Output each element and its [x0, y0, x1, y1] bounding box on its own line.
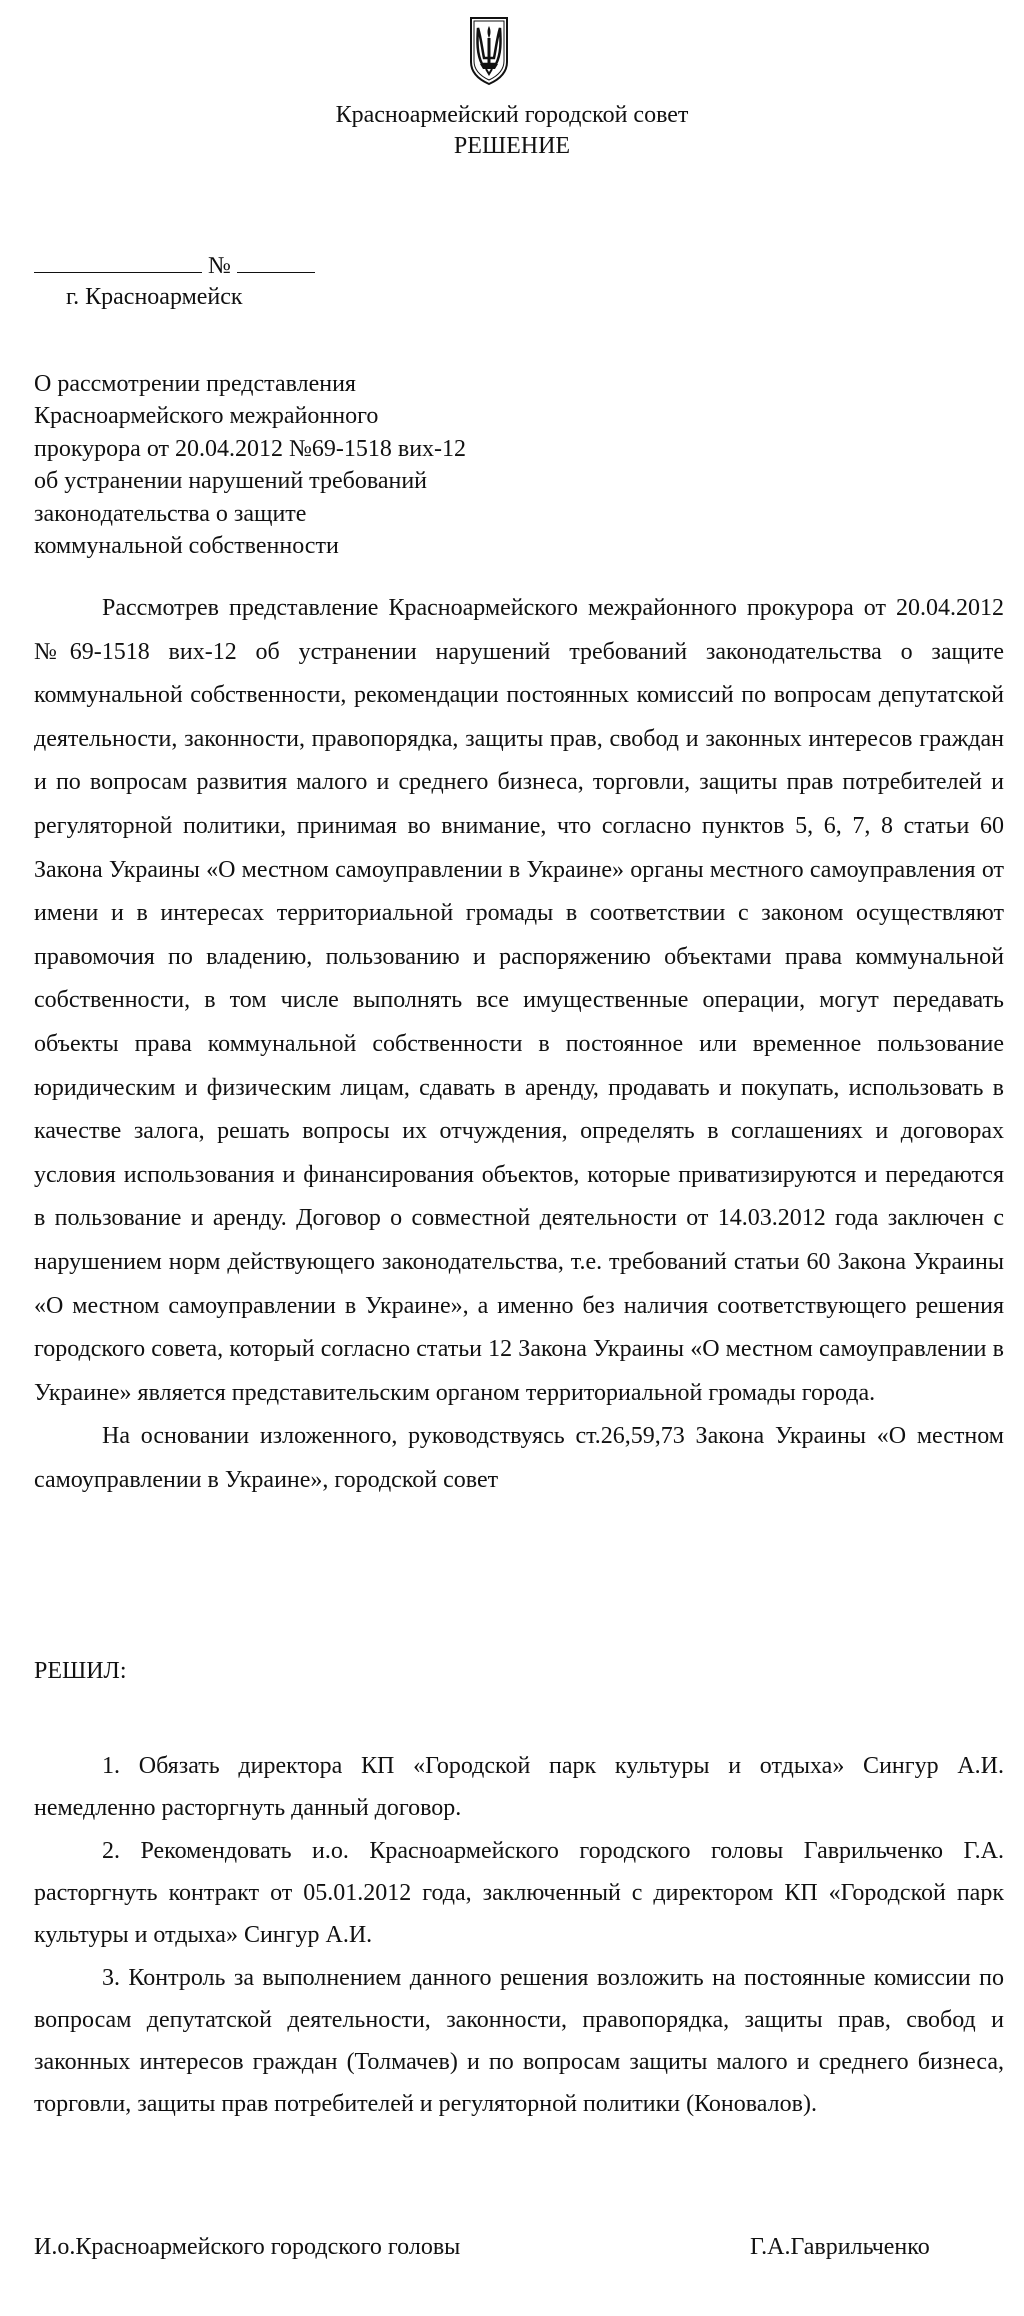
document-type: РЕШЕНИЕ	[453, 133, 571, 159]
decision-item: 1. Обязать директора КП «Городской парк культуры и отдыха» Сингур А.И. немедленно расторгнуть данный договор.	[34, 1753, 1004, 1821]
signatory-name: Г.А.Гаврильченко	[750, 2234, 930, 2260]
body-paragraph: Рассмотрев представление Красноармейского межрайонного прокурора от 20.04.2012 №69-1518 вих-12 об устранении нарушений требований законодательства о защите коммунальной собственности, рекомендации постоянных комиссий по вопросам депутатской деятельности, законности, правопорядка, защиты прав, свобод и законных интересов граждан и по вопросам развития малого и среднего бизнеса, торговли, защиты прав потребителей и регуляторной политики, принимая во внимание, что согласно пунктов 5, 6, 7, 8 статьи 60 Закона Украины «О местном самоуправлении в Украине» органы местного самоуправления от имени и в интересах территориальной громады в соответствии с законом осуществляют правомочия по владению, пользованию и распоряжению объектами права коммунальной собственности, в том числе выполнять все имущественные операции, могут передавать объекты права коммунальной собственности в постоянное или временное пользование юридическим и физическим лицам, сдавать в аренду, продавать и покупать, использовать в качестве залога, решать вопросы их отчуждения, определять в соглашениях и договорах условия использования и финансирования объектов, которые приватизируются и передаются в пользование и аренду. Договор о совместной деятельности от 14.03.2012 года заключен с нарушением норм действующего законодательства, т.е. требований статьи 60 Закона Украины «О местном самоуправлении в Украине», а именно без наличия соответствующего решения городского совета, который согласно статьи 12 Закона Украины «О местном самоуправлении в Украине» является представительским органом территориальной громады города.	[34, 595, 1004, 1406]
date-blank	[34, 250, 202, 273]
number-sign: №	[208, 253, 231, 279]
city-name: г. Красноармейск	[66, 284, 243, 310]
decision-item: 2. Рекомендовать и.о. Красноармейского городского головы Гаврильченко Г.А. расторгнуть контракт от 05.01.2012 года, заключенный с директором КП «Городской парк культуры и отдыха» Сингур А.И.	[34, 1838, 1004, 1948]
decision-item: 3. Контроль за выполнением данного решения возложить на постоянные комиссии по вопросам депутатской деятельности, законности, правопорядка, защиты прав, свобод и законных интересов граждан (Толмачев) и по вопросам защиты малого и среднего бизнеса, торговли, защиты прав потребителей и регуляторной политики (Коновалов).	[34, 1965, 1004, 2117]
decision-items	[34, 1745, 1004, 2126]
number-blank	[237, 250, 315, 273]
body-paragraph: На основании изложенного, руководствуясь ст.26,59,73 Закона Украины «О местном самоуправлении в Украине», городской совет	[34, 1423, 1004, 1493]
trident-emblem-icon	[466, 14, 512, 86]
council-name: Красноармейский городской совет	[335, 102, 689, 128]
decision-subject: О рассмотрении представления Красноармейского межрайонного прокурора от 20.04.2012 №69-1518 вих-12 об устранении нарушений требований законодательства о защите коммунальной собственности	[34, 371, 467, 560]
decision-body	[34, 587, 1004, 1502]
resolved-heading: РЕШИЛ:	[34, 1658, 127, 1684]
signatory-title: И.о.Красноармейского городского головы	[34, 2234, 461, 2260]
date-number-line	[34, 250, 315, 281]
